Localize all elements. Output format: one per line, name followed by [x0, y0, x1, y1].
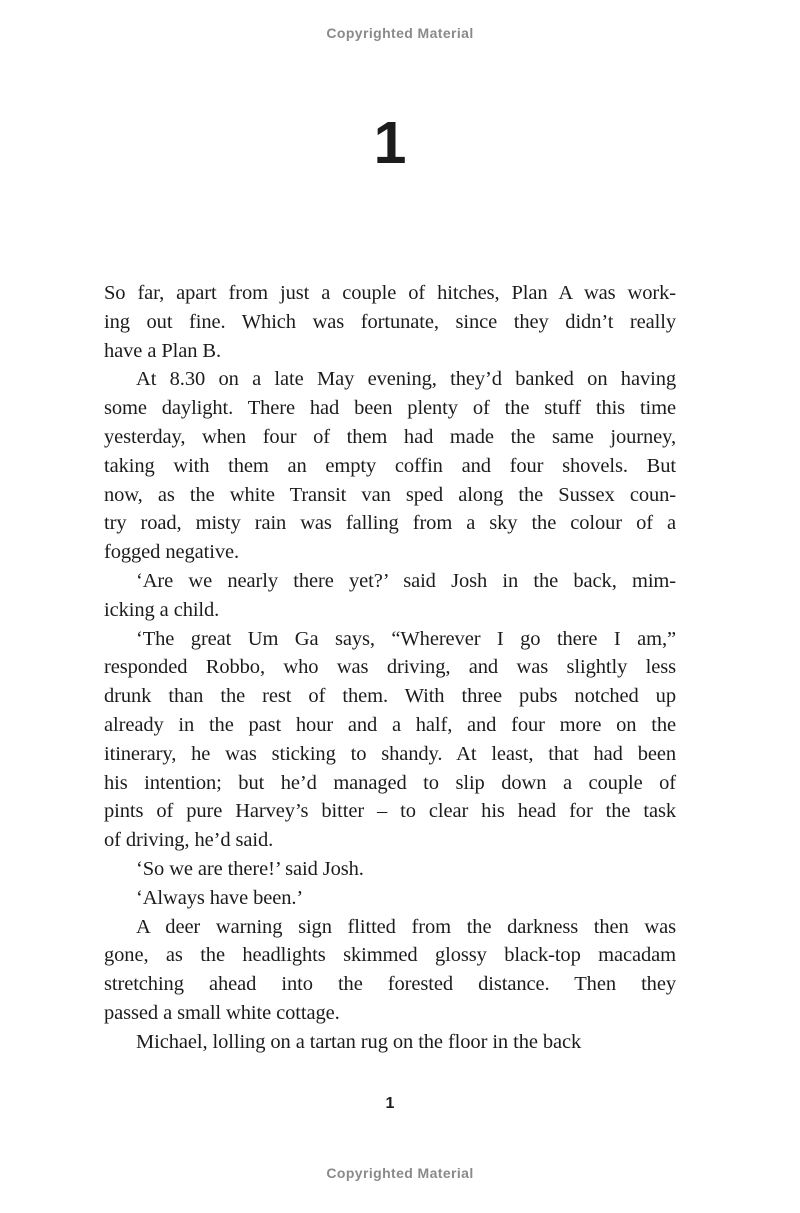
text-line: stretching ahead into the forested distance. Then they [104, 973, 676, 996]
text-line: his intention; but he’d managed to slip down a couple of [104, 771, 676, 794]
text-line: of driving, he’d said. [104, 829, 274, 852]
paragraph [104, 1028, 676, 1057]
text-line: ‘Always have been.’ [136, 886, 304, 909]
text-line: itinerary, he was sticking to shandy. At least, that had been [104, 742, 676, 765]
text-line: ing out fine. Which was fortunate, since they didn’t really [104, 310, 676, 333]
text-line: try road, misty rain was falling from a sky the colour of a [104, 512, 676, 535]
text-line: responded Robbo, who was driving, and was slightly less [104, 656, 676, 679]
paragraph [104, 884, 676, 913]
copyright-watermark-top: Copyrighted Material [326, 25, 474, 41]
paragraph [104, 567, 676, 625]
text-line: passed a small white cottage. [104, 1001, 340, 1024]
text-line: fogged negative. [104, 541, 240, 564]
body-text [104, 279, 676, 1057]
text-line: taking with them an empty coffin and four shovels. But [104, 454, 676, 477]
paragraph [104, 855, 676, 884]
paragraph [104, 279, 676, 365]
chapter-number: 1 [373, 110, 407, 176]
text-line: ‘Are we nearly there yet?’ said Josh in the back, mim- [136, 569, 676, 592]
text-line: drunk than the rest of them. With three pubs notched up [104, 685, 676, 708]
text-line: ‘The great Um Ga says, “Wherever I go there I am,” [136, 627, 676, 650]
copyright-watermark-bottom: Copyrighted Material [326, 1165, 474, 1181]
text-line: At 8.30 on a late May evening, they’d banked on having [136, 368, 676, 391]
text-line: So far, apart from just a couple of hitches, Plan A was work- [104, 282, 676, 304]
text-line: some daylight. There had been plenty of the stuff this time [104, 397, 676, 420]
paragraph [104, 365, 676, 567]
text-line: gone, as the headlights skimmed glossy black-top macadam [104, 944, 676, 967]
paragraph [104, 913, 676, 1028]
text-line: A deer warning sign flitted from the darkness then was [136, 915, 676, 938]
text-line: now, as the white Transit van sped along the Sussex coun- [104, 483, 676, 506]
text-line: icking a child. [104, 598, 220, 621]
page-number: 1 [385, 1095, 395, 1112]
text-line: yesterday, when four of them had made the same journey, [104, 425, 676, 448]
text-line: Michael, lolling on a tartan rug on the floor in the back [136, 1030, 582, 1053]
text-line: have a Plan B. [104, 339, 222, 362]
text-line: ‘So we are there!’ said Josh. [136, 857, 364, 880]
text-line: already in the past hour and a half, and four more on the [104, 713, 676, 736]
text-line: pints of pure Harvey’s bitter – to clear his head for the task [104, 800, 676, 823]
paragraph [104, 625, 676, 855]
